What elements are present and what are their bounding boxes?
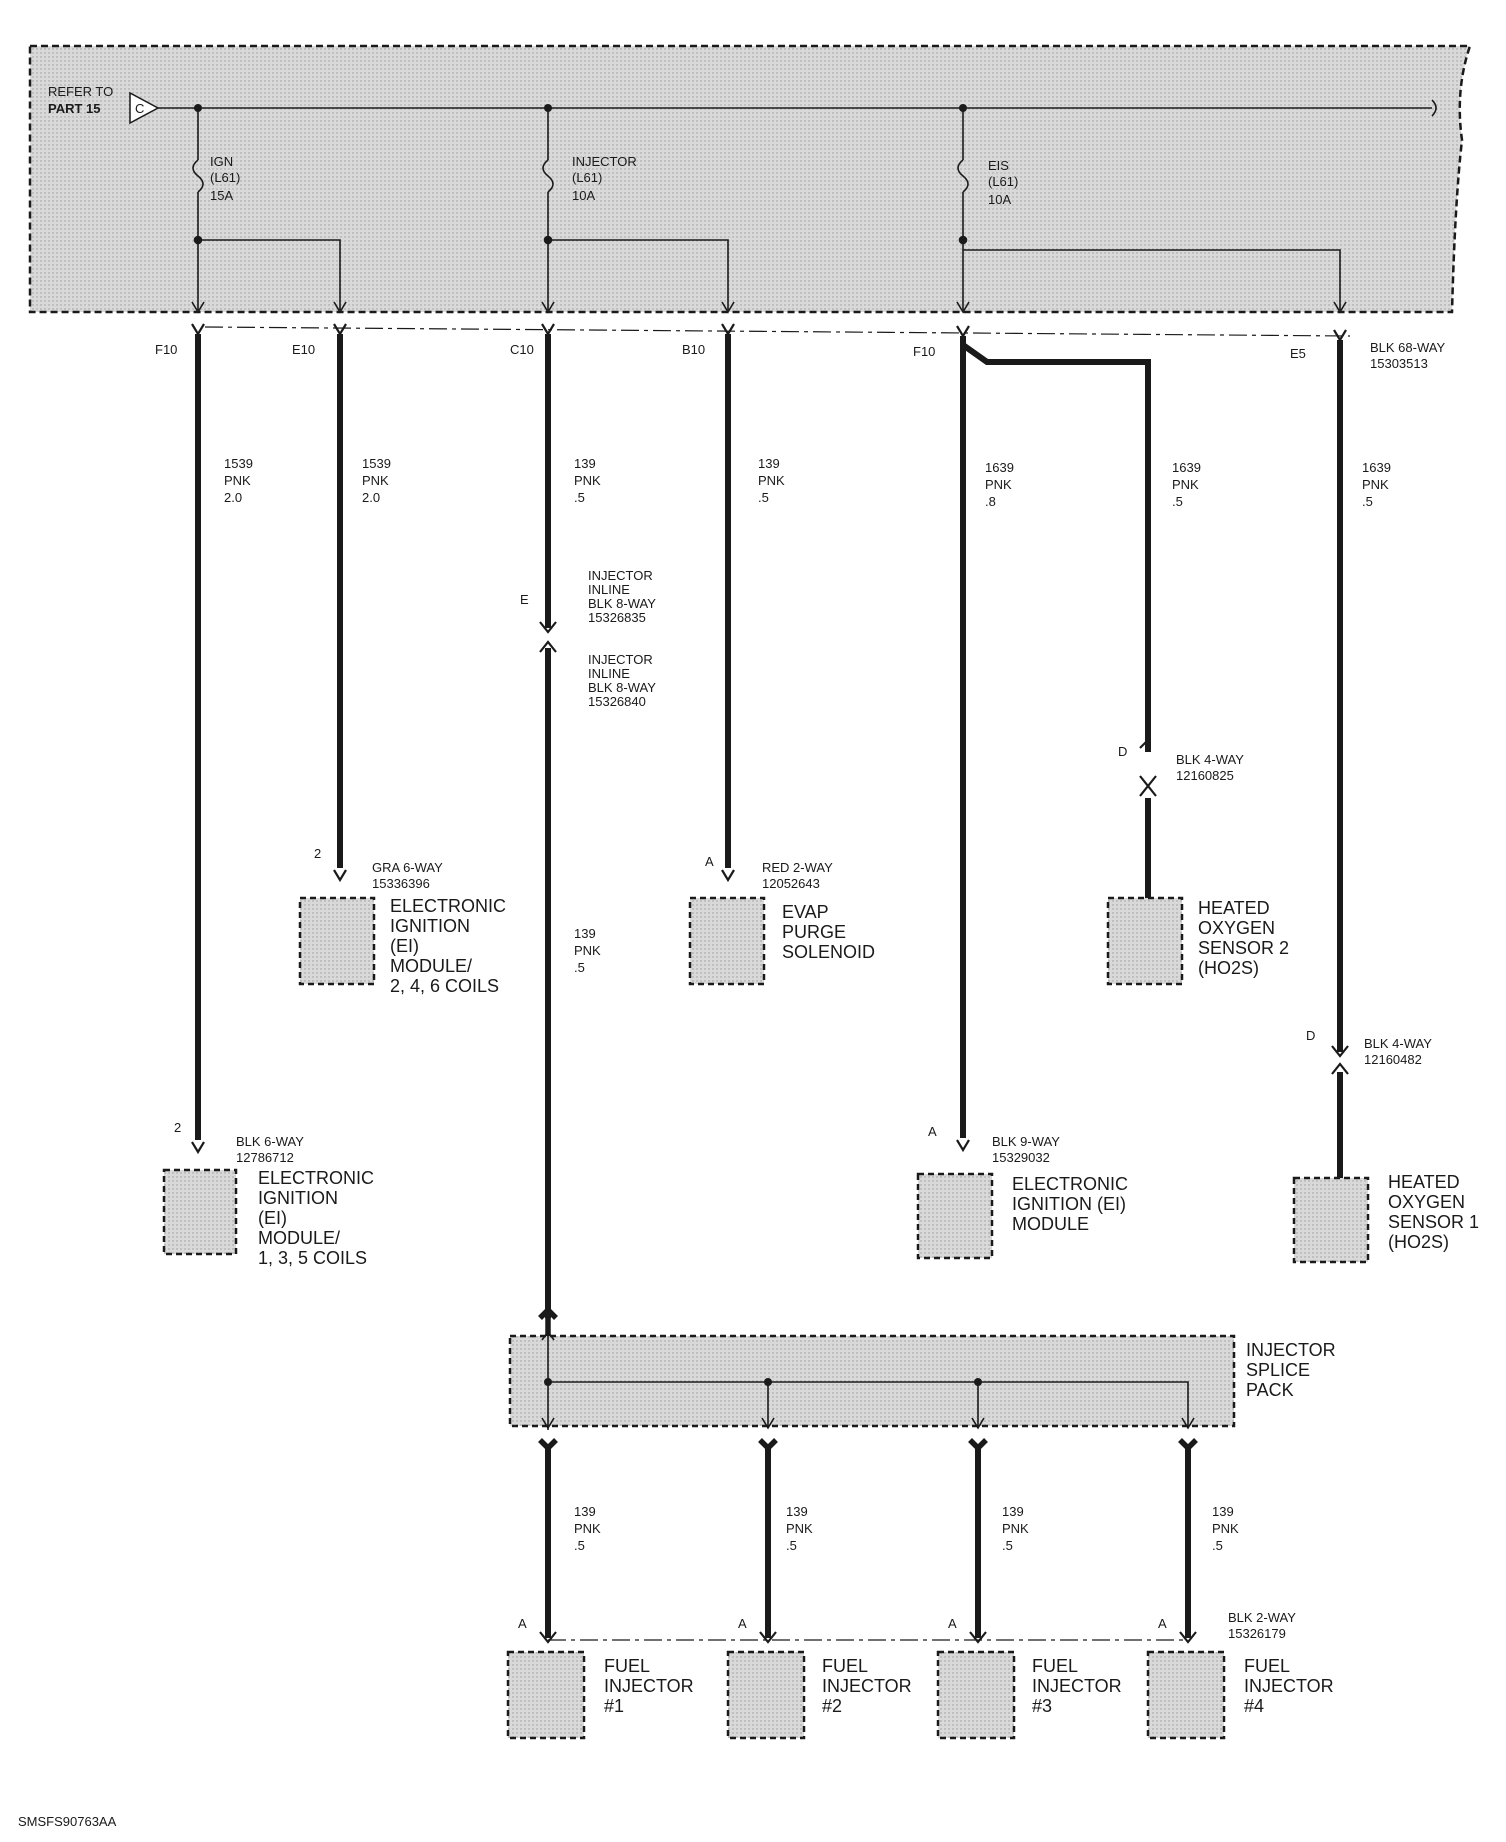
eim-name-l3: MODULE [1012,1214,1090,1234]
injector-splice-pack [510,1310,1336,1448]
eim-conn-desc: BLK 9-WAY [992,1134,1060,1149]
wire-w5-gauge: .8 [985,494,996,509]
pcm-connector-desc: BLK 68-WAY [1370,340,1446,355]
wire-inj2-circuit: 139 [786,1504,808,1519]
ei246-name-l2: IGNITION [390,916,470,936]
wire-inj2-gauge: .5 [786,1538,797,1553]
fuse-injector-rating: (L61) [572,170,603,185]
wire-w2-circuit: 1539 [362,456,391,471]
injector-connector-labels [518,1610,1296,1641]
fi4-box [1148,1652,1224,1738]
ho2s2-conn-desc: BLK 4-WAY [1176,752,1244,767]
connector-letter: C [135,101,145,116]
ho2s1-conn-desc: BLK 4-WAY [1364,1036,1432,1051]
wire-w7-gauge: .5 [1362,494,1373,509]
fi4-name-l1: FUEL [1244,1656,1291,1676]
wire-w6-gauge: .5 [1172,494,1183,509]
fuse-ign-rating: (L61) [210,170,241,185]
fi3-name-l1: FUEL [1032,1656,1079,1676]
fi2-name-l1: FUEL [822,1656,869,1676]
evap-name-l1: EVAP [782,902,829,922]
wire-w5-circuit: 1639 [985,460,1014,475]
wire-w4-gauge: .5 [758,490,769,505]
wire-inj3-circuit: 139 [1002,1504,1024,1519]
fi2-box [728,1652,804,1738]
ei135-name-l5: 1, 3, 5 COILS [258,1248,368,1268]
evap-pin: A [705,854,714,869]
wire-w7-color: PNK [1362,477,1389,492]
pin-e5: E5 [1290,346,1306,361]
wire-w1-circuit: 1539 [224,456,253,471]
wire-w3b-gauge: .5 [574,960,585,975]
inline-bottom-l3: BLK 8-WAY [588,680,656,695]
inj4-pin: A [1158,1616,1167,1631]
fuse-ign-name: IGN [210,154,234,169]
ho2s1-name-l4: (HO2S) [1388,1232,1450,1252]
wire-w2-color: PNK [362,473,389,488]
fi3-box [938,1652,1014,1738]
fi1-name-l3: #1 [604,1696,625,1716]
wire-inj4-gauge: .5 [1212,1538,1223,1553]
inline-bottom-l1: INJECTOR [588,652,653,667]
wire-w2-gauge: 2.0 [362,490,381,505]
eim-box [918,1174,992,1258]
wire-inj3-color: PNK [1002,1521,1029,1536]
fi1-box [508,1652,584,1738]
part-label: PART 15 [48,101,101,116]
evap-name-l2: PURGE [782,922,847,942]
ei135-name-l4: MODULE/ [258,1228,341,1248]
ei246-box [300,898,374,984]
pin-c10: C10 [510,342,534,357]
wire-inj1-color: PNK [574,1521,601,1536]
evap-box [690,898,764,984]
eim-name-l1: ELECTRONIC [1012,1174,1129,1194]
wire-inj4-color: PNK [1212,1521,1239,1536]
inline-connector-labels [520,568,656,709]
ei246-conn-part: 15336396 [372,876,430,891]
eim-pin: A [928,1124,937,1139]
inline-bottom-l4: 15326840 [588,694,646,709]
inj3-pin: A [948,1616,957,1631]
wire-inj1-gauge: .5 [574,1538,585,1553]
ei135-box [164,1170,236,1254]
pin-f10a: F10 [155,342,178,357]
fi4-name-l2: INJECTOR [1244,1676,1334,1696]
inline-top-l4: 15326835 [588,610,646,625]
ho2s1-name-l1: HEATED [1388,1172,1460,1192]
ho2s1-pin: D [1306,1028,1316,1043]
splice-name-l1: INJECTOR [1246,1340,1336,1360]
wire-w3-color: PNK [574,473,601,488]
ei135-conn-desc: BLK 6-WAY [236,1134,304,1149]
ei135-name-l1: ELECTRONIC [258,1168,375,1188]
ho2s2-name-l3: SENSOR 2 [1198,938,1290,958]
fi2-name-l3: #2 [822,1696,843,1716]
ho2s2-name-l1: HEATED [1198,898,1270,918]
splice-name-l3: PACK [1246,1380,1294,1400]
ho2s2-conn-part: 12160825 [1176,768,1234,783]
refer-label: REFER TO [48,84,114,99]
ei135-pin: 2 [174,1120,182,1135]
ei246-name-l3: (EI) [390,936,419,956]
ei135-conn-part: 12786712 [236,1150,294,1165]
pcm-connector-line [205,327,1350,336]
fuse-eis-rating: (L61) [988,174,1019,189]
wire-w1-color: PNK [224,473,251,488]
inline-top-l3: BLK 8-WAY [588,596,656,611]
wire-inj1-circuit: 139 [574,1504,596,1519]
ho2s1-conn-part: 12160482 [1364,1052,1422,1067]
inline-bottom-l2: INLINE [588,666,630,681]
ei246-pin: 2 [314,846,322,861]
ho2s1-box [1294,1178,1368,1262]
wire-w4-color: PNK [758,473,785,488]
fi3-name-l3: #3 [1032,1696,1053,1716]
ei246-name-l1: ELECTRONIC [390,896,507,916]
inline-top-l2: INLINE [588,582,630,597]
inj-conn-part: 15326179 [1228,1626,1286,1641]
ei246-name-l4: MODULE/ [390,956,473,976]
ho2s2-pin: D [1118,744,1128,759]
fuse-ign-amps: 15A [210,188,234,203]
wire-inj3-gauge: .5 [1002,1538,1013,1553]
wire-w3b-color: PNK [574,943,601,958]
pin-b10: B10 [682,342,706,357]
wire-w5-color: PNK [985,477,1012,492]
fuse-eis-amps: 10A [988,192,1012,207]
inj2-pin: A [738,1616,747,1631]
wire-inj2-color: PNK [786,1521,813,1536]
pcm-connector-part: 15303513 [1370,356,1428,371]
inj1-pin: A [518,1616,527,1631]
wire-w4-circuit: 139 [758,456,780,471]
evap-conn-desc: RED 2-WAY [762,860,833,875]
fuse-injector-name: INJECTOR [572,154,637,169]
inj-conn-desc: BLK 2-WAY [1228,1610,1296,1625]
wire-w7-circuit: 1639 [1362,460,1391,475]
ei246-name-l5: 2, 4, 6 COILS [390,976,500,996]
ho2s2-name-l2: OXYGEN [1198,918,1276,938]
inline-pin: E [520,592,529,607]
ho2s2-name-l4: (HO2S) [1198,958,1260,978]
eim-name-l2: IGNITION (EI) [1012,1194,1126,1214]
wires [198,334,1340,1638]
ei135-name-l2: IGNITION [258,1188,338,1208]
pin-e10: E10 [292,342,316,357]
wire-w6-color: PNK [1172,477,1199,492]
evap-name-l3: SOLENOID [782,942,876,962]
fuse-block [30,46,1470,312]
fi3-name-l2: INJECTOR [1032,1676,1122,1696]
wire-w3b-circuit: 139 [574,926,596,941]
pin-f10b: F10 [913,344,936,359]
fi1-name-l1: FUEL [604,1656,651,1676]
wire-inj4-circuit: 139 [1212,1504,1234,1519]
inline-top-l1: INJECTOR [588,568,653,583]
wire-w3-gauge: .5 [574,490,585,505]
figure-id: SMSFS90763AA [18,1814,117,1829]
fuse-injector-amps: 10A [572,188,596,203]
ei246-conn-desc: GRA 6-WAY [372,860,443,875]
fi2-name-l2: INJECTOR [822,1676,912,1696]
splice-name-l2: SPLICE [1246,1360,1311,1380]
ei135-name-l3: (EI) [258,1208,287,1228]
fi4-name-l3: #4 [1244,1696,1265,1716]
pin-labels [155,340,1445,371]
pin-chevrons [192,324,1346,340]
ho2s1-name-l2: OXYGEN [1388,1192,1466,1212]
evap-conn-part: 12052643 [762,876,820,891]
ho2s1-name-l3: SENSOR 1 [1388,1212,1480,1232]
wire-w1-gauge: 2.0 [224,490,243,505]
fuse-eis-name: EIS [988,158,1009,173]
wire-w6-circuit: 1639 [1172,460,1201,475]
eim-conn-part: 15329032 [992,1150,1050,1165]
fi1-name-l2: INJECTOR [604,1676,694,1696]
wire-w3-circuit: 139 [574,456,596,471]
ho2s2-box [1108,898,1182,984]
